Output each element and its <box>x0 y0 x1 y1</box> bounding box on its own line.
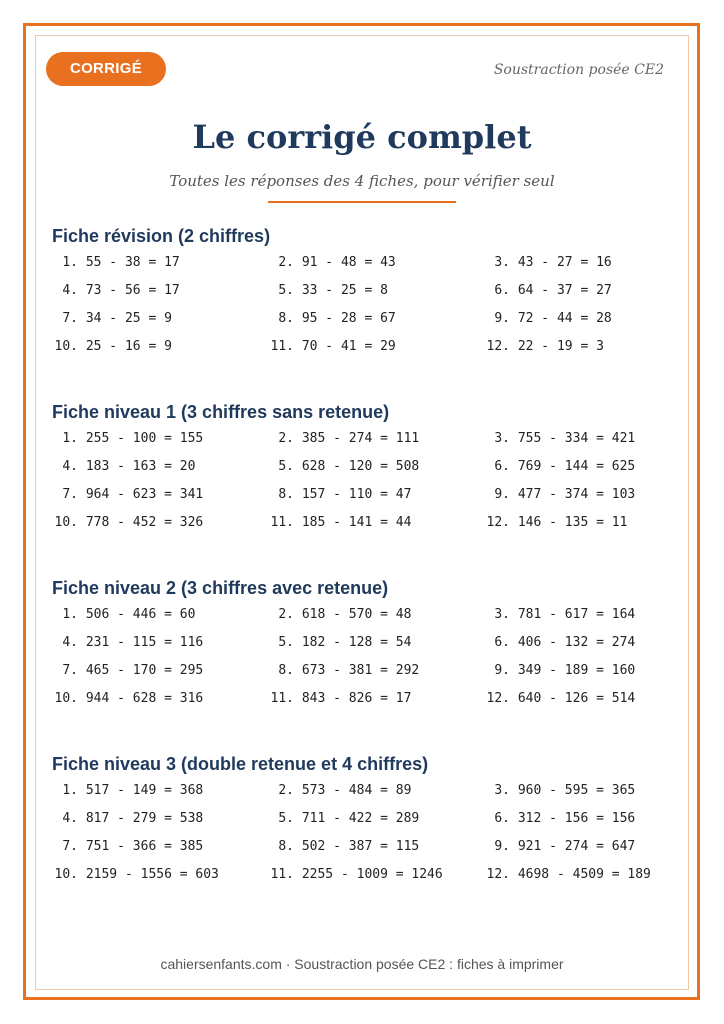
item-answer: 964 - 623 = 341 <box>85 487 204 502</box>
answer-item <box>484 311 612 327</box>
item-answer: 91 - 48 = 43 <box>301 255 396 270</box>
item-number: 5. <box>278 283 294 298</box>
item-number: 8. <box>278 663 294 678</box>
item-number: 4. <box>62 811 78 826</box>
answer-item <box>268 283 388 299</box>
answer-item <box>484 283 612 299</box>
answer-item <box>52 691 203 707</box>
title-divider <box>268 201 456 203</box>
item-number: 2. <box>278 255 294 270</box>
item-number: 10. <box>54 691 78 706</box>
item-number: 10. <box>54 339 78 354</box>
answer-item <box>268 811 419 827</box>
answer-item <box>268 459 419 475</box>
item-answer: 385 - 274 = 111 <box>301 431 420 446</box>
item-number: 11. <box>270 515 294 530</box>
item-answer: 33 - 25 = 8 <box>301 283 388 298</box>
answer-item <box>52 459 195 475</box>
item-number: 7. <box>62 487 78 502</box>
answer-item <box>52 515 203 531</box>
answer-item <box>484 783 635 799</box>
page-footer: cahiersenfants.com · Soustraction posée CE2 : fiches à imprimer <box>160 956 564 972</box>
item-answer: 944 - 628 = 316 <box>85 691 204 706</box>
answer-item <box>52 283 180 299</box>
item-number: 10. <box>54 515 78 530</box>
page-title: Le corrigé complet <box>192 118 532 156</box>
answer-item <box>484 255 612 271</box>
item-number: 4. <box>62 283 78 298</box>
answer-item <box>268 663 419 679</box>
corrige-badge: CORRIGÉ <box>46 52 166 86</box>
item-answer: 960 - 595 = 365 <box>517 783 636 798</box>
item-number: 1. <box>62 431 78 446</box>
item-answer: 778 - 452 = 326 <box>85 515 204 530</box>
item-answer: 921 - 274 = 647 <box>517 839 636 854</box>
item-number: 2. <box>278 607 294 622</box>
item-answer: 843 - 826 = 17 <box>301 691 412 706</box>
item-answer: 70 - 41 = 29 <box>301 339 396 354</box>
item-number: 9. <box>494 839 510 854</box>
answer-item <box>268 339 396 355</box>
answer-item <box>484 607 635 623</box>
item-answer: 4698 - 4509 = 189 <box>517 867 651 882</box>
section-title: Fiche révision (2 chiffres) <box>52 226 271 246</box>
item-number: 6. <box>494 635 510 650</box>
item-number: 6. <box>494 283 510 298</box>
answer-item <box>52 867 219 883</box>
item-answer: 517 - 149 = 368 <box>85 783 204 798</box>
answer-item <box>484 839 635 855</box>
answer-item <box>52 663 203 679</box>
answer-item <box>484 691 635 707</box>
item-number: 10. <box>54 867 78 882</box>
item-number: 12. <box>486 867 510 882</box>
item-number: 12. <box>486 339 510 354</box>
item-answer: 95 - 28 = 67 <box>301 311 396 326</box>
page-subtitle: Toutes les réponses des 4 fiches, pour vérifier seul <box>169 172 555 190</box>
item-number: 8. <box>278 839 294 854</box>
answer-item <box>52 783 203 799</box>
item-number: 1. <box>62 255 78 270</box>
item-answer: 573 - 484 = 89 <box>301 783 412 798</box>
header-subject: Soustraction posée CE2 <box>493 62 664 78</box>
item-answer: 22 - 19 = 3 <box>517 339 604 354</box>
answer-item <box>268 311 396 327</box>
item-number: 5. <box>278 635 294 650</box>
item-answer: 34 - 25 = 9 <box>85 311 172 326</box>
item-number: 5. <box>278 459 294 474</box>
item-answer: 406 - 132 = 274 <box>517 635 636 650</box>
answer-item <box>268 691 411 707</box>
answer-item <box>52 431 203 447</box>
item-answer: 73 - 56 = 17 <box>85 283 180 298</box>
item-number: 8. <box>278 487 294 502</box>
item-answer: 312 - 156 = 156 <box>517 811 636 826</box>
answer-item <box>268 255 396 271</box>
answer-item <box>484 515 627 531</box>
answer-item <box>484 339 604 355</box>
answer-item <box>484 487 635 503</box>
section-title: Fiche niveau 3 (double retenue et 4 chiffres) <box>52 754 429 774</box>
item-number: 11. <box>270 867 294 882</box>
answer-item <box>484 663 635 679</box>
item-answer: 146 - 135 = 11 <box>517 515 628 530</box>
item-answer: 769 - 144 = 625 <box>517 459 636 474</box>
item-number: 2. <box>278 783 294 798</box>
answer-item <box>484 431 635 447</box>
item-number: 6. <box>494 811 510 826</box>
item-answer: 2159 - 1556 = 603 <box>85 867 219 882</box>
item-number: 12. <box>486 691 510 706</box>
answer-item <box>268 635 411 651</box>
answer-item <box>52 487 203 503</box>
item-answer: 751 - 366 = 385 <box>85 839 204 854</box>
answer-item <box>268 839 419 855</box>
section-title: Fiche niveau 2 (3 chiffres avec retenue) <box>52 578 389 598</box>
item-number: 4. <box>62 635 78 650</box>
item-number: 11. <box>270 691 294 706</box>
item-answer: 157 - 110 = 47 <box>301 487 412 502</box>
item-number: 5. <box>278 811 294 826</box>
item-number: 8. <box>278 311 294 326</box>
answer-item <box>52 311 172 327</box>
item-answer: 182 - 128 = 54 <box>301 635 412 650</box>
item-answer: 711 - 422 = 289 <box>301 811 420 826</box>
item-answer: 2255 - 1009 = 1246 <box>301 867 443 882</box>
answer-item <box>268 607 411 623</box>
item-answer: 183 - 163 = 20 <box>85 459 196 474</box>
item-answer: 25 - 16 = 9 <box>85 339 172 354</box>
answer-item <box>484 635 635 651</box>
item-number: 12. <box>486 515 510 530</box>
item-number: 7. <box>62 839 78 854</box>
item-answer: 64 - 37 = 27 <box>517 283 612 298</box>
item-answer: 817 - 279 = 538 <box>85 811 204 826</box>
item-answer: 465 - 170 = 295 <box>85 663 204 678</box>
answer-item <box>268 515 411 531</box>
item-answer: 72 - 44 = 28 <box>517 311 612 326</box>
item-answer: 755 - 334 = 421 <box>517 431 636 446</box>
item-number: 6. <box>494 459 510 474</box>
answer-item <box>52 635 203 651</box>
item-answer: 185 - 141 = 44 <box>301 515 412 530</box>
item-number: 11. <box>270 339 294 354</box>
item-answer: 55 - 38 = 17 <box>85 255 180 270</box>
item-answer: 618 - 570 = 48 <box>301 607 412 622</box>
item-number: 9. <box>494 663 510 678</box>
answer-item <box>52 607 195 623</box>
item-answer: 231 - 115 = 116 <box>85 635 204 650</box>
item-number: 7. <box>62 311 78 326</box>
item-answer: 640 - 126 = 514 <box>517 691 636 706</box>
item-answer: 628 - 120 = 508 <box>301 459 420 474</box>
answer-item <box>484 459 635 475</box>
item-answer: 477 - 374 = 103 <box>517 487 636 502</box>
item-number: 3. <box>494 607 510 622</box>
item-number: 3. <box>494 783 510 798</box>
item-answer: 506 - 446 = 60 <box>85 607 196 622</box>
answer-item <box>268 867 443 883</box>
item-answer: 349 - 189 = 160 <box>517 663 636 678</box>
item-answer: 673 - 381 = 292 <box>301 663 420 678</box>
item-number: 2. <box>278 431 294 446</box>
item-number: 4. <box>62 459 78 474</box>
answer-item <box>52 839 203 855</box>
answer-item <box>484 811 635 827</box>
answer-item <box>52 339 172 355</box>
answer-item <box>52 255 180 271</box>
item-number: 3. <box>494 255 510 270</box>
item-answer: 502 - 387 = 115 <box>301 839 420 854</box>
item-number: 1. <box>62 783 78 798</box>
item-number: 1. <box>62 607 78 622</box>
item-answer: 43 - 27 = 16 <box>517 255 612 270</box>
item-number: 3. <box>494 431 510 446</box>
item-number: 9. <box>494 311 510 326</box>
answer-item <box>52 811 203 827</box>
answer-item <box>268 487 411 503</box>
section-title: Fiche niveau 1 (3 chiffres sans retenue) <box>52 402 390 422</box>
answer-item <box>268 783 411 799</box>
item-answer: 781 - 617 = 164 <box>517 607 636 622</box>
item-number: 9. <box>494 487 510 502</box>
item-number: 7. <box>62 663 78 678</box>
answer-item <box>484 867 651 883</box>
answer-item <box>268 431 419 447</box>
item-answer: 255 - 100 = 155 <box>85 431 204 446</box>
